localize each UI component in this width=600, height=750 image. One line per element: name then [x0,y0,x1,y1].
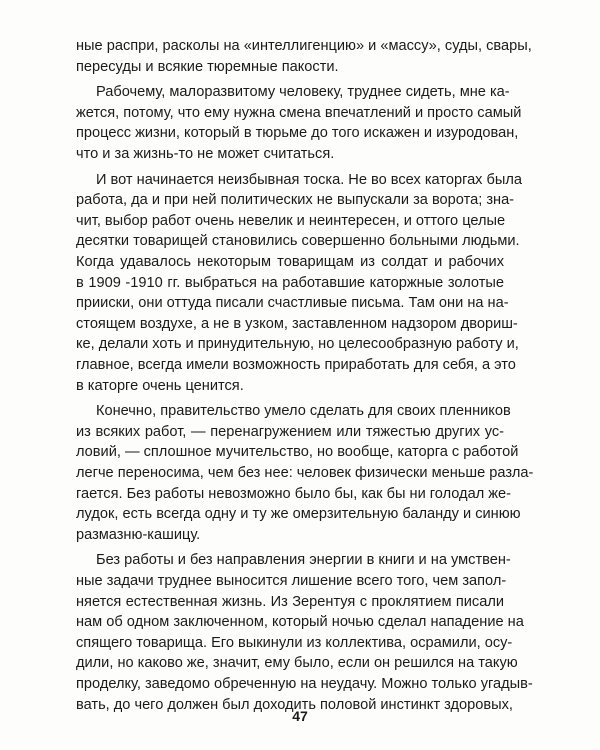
text-line: десятки товарищей становились совершенно больными людьми. [76,233,520,250]
text-line: процесс жизни, который в тюрьме до того искажен и изуродован, [76,125,519,142]
text-line: ке, делали хоть и принудительную, но целесообразную работу и, [76,336,519,353]
text-line: пересуды и всякие тюремные пакости. [76,58,339,75]
text-line: из всяких работ, — перенагружением или тяжестью других ус- [76,423,504,440]
text-line: ные распри, расколы на «интеллигенцию» и «массу», суды, свары, [76,38,532,54]
text-line: нам об одном заключенном, который ночью сделал нападение на [76,614,524,631]
text-line: гается. Без работы невозможно было бы, как бы ни голодал же- [76,485,511,502]
text-line: размазню-кашицу. [76,526,201,543]
text-line: стоящем воздухе, а не в узком, заставленном надзором двориш- [76,315,518,332]
text-line: И вот начинается неизбывная тоска. Не во всех каторгах была [96,171,523,188]
text-line: Когда удавалось некоторым товарищам из солдат и рабочих [76,254,504,270]
text-line: работа, да и при ней политических не выпускали за ворота; зна- [76,192,515,209]
text-line: чит, выбор работ очень невелик и неинтересен, и оттого целые [76,212,506,229]
text-line: ные задачи труднее выносится лишение всего того, чем запол- [76,573,507,589]
text-line: лудок, есть всегда одну и ту же омерзительную баланду и синюю [76,506,521,523]
text-line: в 1909 -1910 гг. выбраться на работавшие каторжные золотые [76,274,504,291]
text-line: Без работы и без направления энергии в книги и на умствен- [96,552,511,569]
text-line: вать, до чего должен был доходить половой инстинкт здоровых, [76,696,513,713]
text-line: в каторге очень ценится. [76,377,244,394]
text-line: Конечно, правительство умело сделать для своих пленников [96,403,511,420]
text-line: дили, но каково же, значит, ему было, если он решился на такую [76,655,518,672]
text-line: спящего товарища. Его выкинули из коллектива, осрамили, осу- [76,634,513,651]
text-line: прииски, они оттуда писали счастливые письма. Там они на на- [76,295,509,312]
text-line: няется естественная жизнь. Из Зерентуя с проклятием писали [76,593,504,610]
text-line: ловий, — сплошное мучительство, но вообще, каторга с работой [76,444,519,461]
text-line: главное, всегда имели возможность приработать для себя, а это [76,357,516,373]
text-line: что и за жизнь-то не может считаться. [76,146,335,162]
text-line: жется, потому, что ему нужна смена впечатлений и просто самый [76,104,522,121]
text-line: Рабочему, малоразвитому человеку, труднее сидеть, мне ка- [96,84,510,101]
page-number: 47 [292,708,308,724]
text-line: легче переносима, чем без нее: человек физически меньше разла- [76,465,534,481]
text-line: проделку, заведомо обреченную на неудачу. Можно только угадыв- [76,676,533,692]
